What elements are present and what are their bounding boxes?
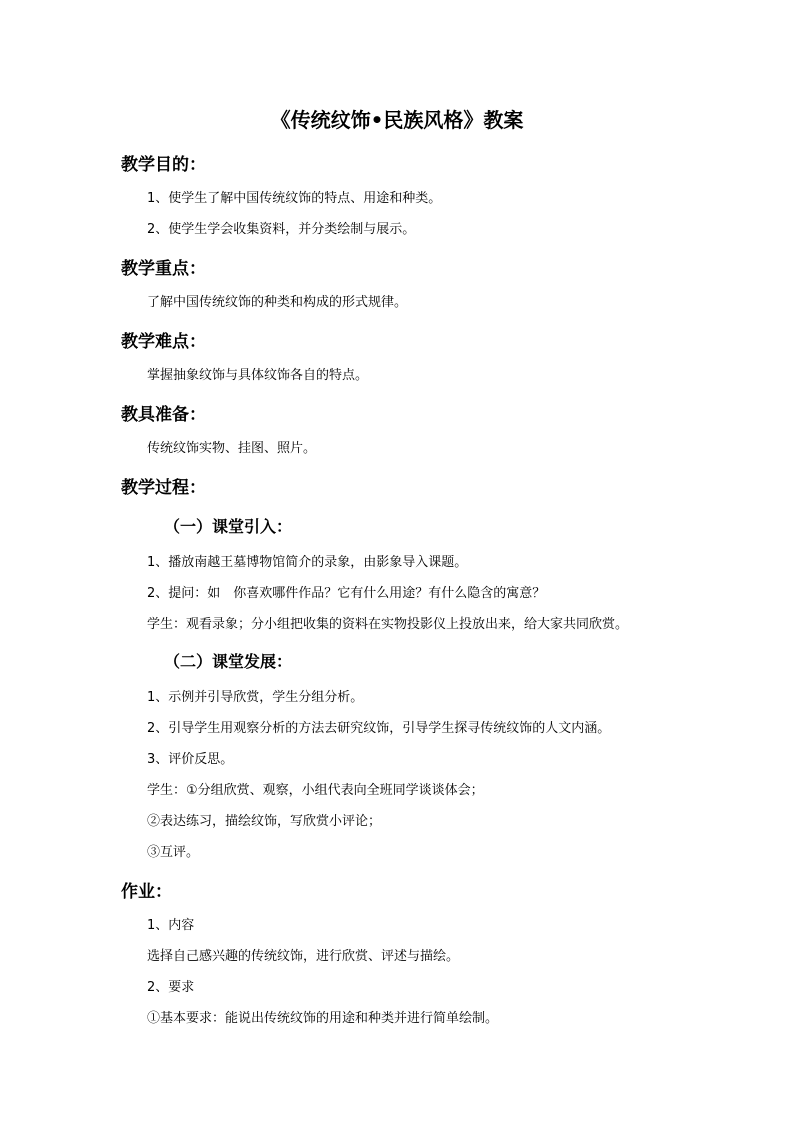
objectives-item-1: 1、使学生了解中国传统纹饰的特点、用途和种类。 bbox=[147, 191, 442, 206]
development-item-6: ③互评。 bbox=[147, 845, 200, 860]
key-points-text: 了解中国传统纹饰的种类和构成的形式规律。 bbox=[147, 295, 408, 310]
materials-text: 传统纹饰实物、挂图、照片。 bbox=[147, 441, 317, 456]
materials-heading: 教具准备： bbox=[121, 405, 206, 425]
intro-subheading: （一）课堂引入： bbox=[164, 517, 293, 536]
homework-item-2: 选择自己感兴趣的传统纹饰，进行欣赏、评述与描绘。 bbox=[147, 949, 460, 964]
difficulties-heading: 教学难点： bbox=[121, 332, 206, 352]
objectives-heading: 教学目的： bbox=[121, 155, 206, 175]
process-heading: 教学过程： bbox=[121, 478, 206, 498]
development-item-4: 学生：①分组欣赏、观察，小组代表向全班同学谈谈体会； bbox=[147, 783, 484, 798]
homework-item-1: 1、内容 bbox=[147, 918, 195, 933]
homework-item-4: ①基本要求：能说出传统纹饰的用途和种类并进行简单绘制。 bbox=[147, 1011, 499, 1026]
homework-heading: 作业： bbox=[121, 882, 172, 902]
development-item-1: 1、示例并引导欣赏，学生分组分析。 bbox=[147, 690, 364, 705]
difficulties-text: 掌握抽象纹饰与具体纹饰各自的特点。 bbox=[147, 368, 369, 383]
intro-item-2: 2、提问：如 你喜欢哪件作品？它有什么用途？有什么隐含的寓意？ bbox=[147, 586, 546, 601]
objectives-item-2: 2、使学生学会收集资料，并分类绘制与展示。 bbox=[147, 222, 416, 237]
homework-item-3: 2、要求 bbox=[147, 980, 195, 995]
intro-item-3: 学生：观看录象；分小组把收集的资料在实物投影仪上投放出来，给大家共同欣赏。 bbox=[147, 617, 629, 632]
intro-item-1: 1、播放南越王墓博物馆简介的录象，由影象导入课题。 bbox=[147, 555, 468, 570]
document-title: 《传统纹饰•民族风格》教案 bbox=[270, 108, 524, 132]
development-item-3: 3、评价反思。 bbox=[147, 752, 234, 767]
development-item-2: 2、引导学生用观察分析的方法去研究纹饰，引导学生探寻传统纹饰的人文内涵。 bbox=[147, 721, 611, 736]
development-subheading: （二）课堂发展： bbox=[164, 652, 293, 671]
development-item-5: ②表达练习，描绘纹饰，写欣赏小评论； bbox=[147, 814, 382, 829]
key-points-heading: 教学重点： bbox=[121, 259, 206, 279]
